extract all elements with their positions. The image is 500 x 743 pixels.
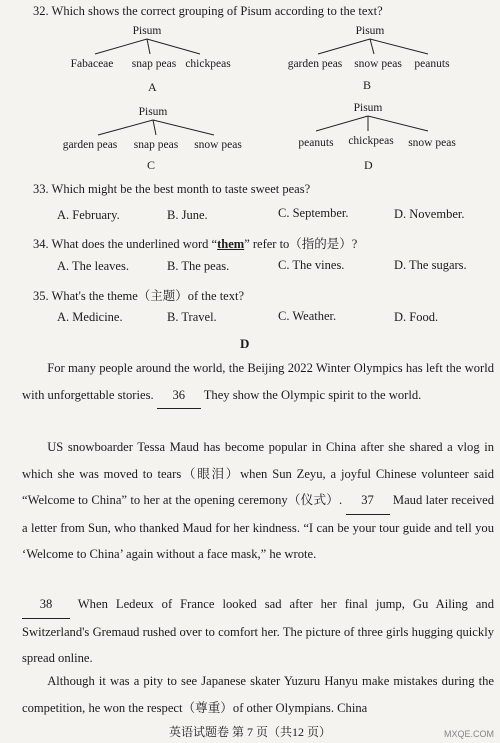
q35-option-b: B. Travel. xyxy=(167,310,217,324)
tree-d-child-1: peanuts xyxy=(298,137,334,149)
tree-b-root: Pisum xyxy=(355,25,385,37)
passage-paragraph-3 xyxy=(22,591,494,672)
passage-paragraph-1 xyxy=(22,355,494,409)
q34-option-b: B. The peas. xyxy=(167,259,230,273)
tree-option-a xyxy=(62,22,232,94)
question-33-stem: 33. Which might be the best month to taste sweet peas? xyxy=(33,182,311,196)
blank-36: 36 xyxy=(157,382,201,410)
blank-38: 38 xyxy=(22,591,70,619)
p1-text-a: For many people around the world, the Beijing 2022 Winter Olympics has left the world with unforgettable stories. xyxy=(22,361,494,402)
tree-d-child-2: chickpeas xyxy=(348,135,394,147)
tree-c-child-2: snap peas xyxy=(133,139,179,151)
question-34-stem xyxy=(33,234,357,252)
underlined-word: them xyxy=(217,237,245,251)
blank-37: 37 xyxy=(346,487,390,515)
option-d-label: D xyxy=(364,158,373,172)
tree-a-child-2: snap peas xyxy=(131,58,177,70)
p3-text-b: When Ledeux of France looked sad after her final jump, Gu Ailing and Switzerland's Gremaud rushed over to comfort her. The picture of three girls hugging quickly spread online. xyxy=(22,597,494,665)
tree-a-child-1: Fabaceae xyxy=(70,58,114,70)
p2-text-b: Maud later received a letter from Sun, who thanked Maud for her kindness. “I can be your tour guide and tell you ‘Welcome to China’ again without a face mask,” he wrote. xyxy=(22,493,494,561)
q35-option-c: C. Weather. xyxy=(278,309,337,323)
option-a-label: A xyxy=(148,80,157,94)
q34-option-c: C. The vines. xyxy=(278,258,345,272)
p4-text-a: Although it was a pity to see Japanese skater Yuzuru Hanyu make mistakes during the competition, he won the respect（尊重）of other Olympians. China xyxy=(22,674,494,715)
q34-stem-end: ” refer to（指的是）? xyxy=(244,237,358,251)
tree-a-root: Pisum xyxy=(132,25,162,37)
option-b-label: B xyxy=(363,78,372,92)
q33-option-b: B. June. xyxy=(167,208,208,222)
tree-option-b xyxy=(282,22,462,94)
q35-option-a: A. Medicine. xyxy=(57,310,123,324)
watermark-logo: MXQE.COM xyxy=(443,729,494,739)
tree-b-child-1: garden peas xyxy=(287,58,343,70)
p2-text-a: US snowboarder Tessa Maud has become popular in China after she shared a vlog in which she was moved to tears（眼泪）when Sun Zeyu, a joyful Chinese volunteer said “Welcome to China” to her at the opening ceremony（仪式）. xyxy=(22,440,494,507)
tree-option-c xyxy=(56,103,251,163)
q35-option-d: D. Food. xyxy=(394,310,439,324)
tree-c-child-1: garden peas xyxy=(62,139,118,151)
tree-b-child-2: snow peas xyxy=(354,58,402,70)
tree-a-child-3: chickpeas xyxy=(185,58,231,70)
tree-c-root: Pisum xyxy=(138,106,168,118)
passage-paragraph-2 xyxy=(22,434,494,568)
passage-paragraph-4 xyxy=(22,668,494,721)
q33-option-d: D. November. xyxy=(394,207,465,221)
q34-stem-start: 34. What does the underlined word “ xyxy=(33,237,218,251)
q33-option-a: A. February. xyxy=(57,208,120,222)
option-c-label: C xyxy=(147,158,156,172)
q33-option-c: C. September. xyxy=(278,206,349,220)
section-heading: D xyxy=(240,336,250,351)
page-footer: 英语试题卷 第 7 页（共12 页） xyxy=(168,725,331,739)
tree-d-root: Pisum xyxy=(353,102,383,114)
q34-option-a: A. The leaves. xyxy=(57,259,129,273)
tree-option-d xyxy=(290,99,480,161)
question-35-stem: 35. What's the theme（主题）of the text? xyxy=(33,289,244,303)
p1-text-b: They show the Olympic spirit to the world. xyxy=(200,387,422,402)
question-32-stem: 32. Which shows the correct grouping of Pisum according to the text? xyxy=(33,4,383,18)
tree-d-child-3: snow peas xyxy=(408,137,456,149)
q34-option-d: D. The sugars. xyxy=(394,258,467,272)
tree-c-child-3: snow peas xyxy=(194,139,242,151)
tree-b-child-3: peanuts xyxy=(414,58,450,70)
